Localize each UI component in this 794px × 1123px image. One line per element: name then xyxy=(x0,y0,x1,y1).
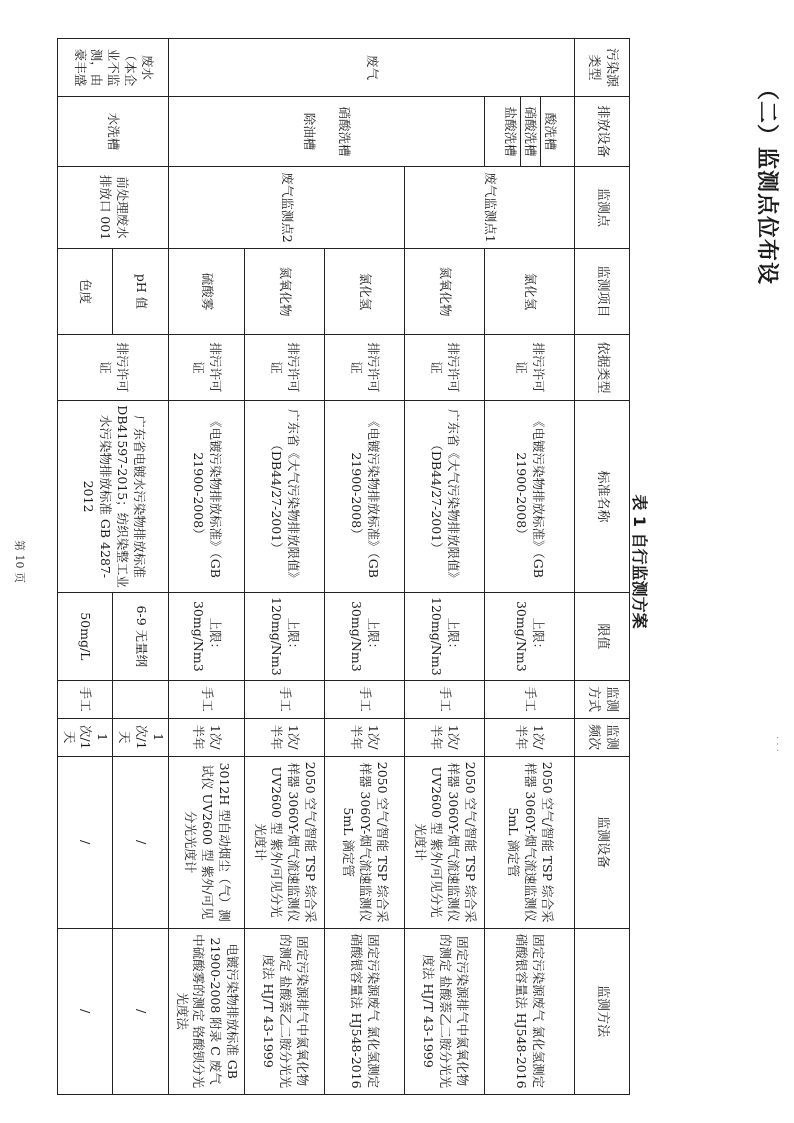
standard-cell: 广东省《大气污染物排放限值》（DB44/27-2001） xyxy=(245,401,325,593)
limit-cell: 上限：120mg/Nm3 xyxy=(245,593,325,681)
outlet-cell xyxy=(169,97,485,167)
standard-cell: 《电镀污染物排放标准》（GB 21900-2008） xyxy=(485,401,575,593)
limit-cell: 50mg/L xyxy=(57,593,113,681)
col-header: 监测设备 xyxy=(575,756,630,928)
col-header: 污染源类型 xyxy=(575,39,630,97)
frequency-cell: 1次/半年 xyxy=(245,718,325,756)
basis-cell: 排污许可证 xyxy=(245,335,325,401)
col-header: 监测方法 xyxy=(575,928,630,1094)
limit-cell: 上限：30mg/Nm3 xyxy=(485,593,575,681)
method-cell: / xyxy=(113,928,169,1094)
standard-cell: 《电镀污染物排放标准》（GB 21900-2008） xyxy=(169,401,245,593)
section-heading: （二）监测点位布设 xyxy=(754,78,779,286)
outlet-label: 盐酸洗槽 xyxy=(501,97,521,166)
basis-cell: 排污许可证 xyxy=(485,335,575,401)
method-cell: 固定污染源排气中氮氧化物的测定 盐酸萘乙二胺分光光度法 HJ/T 43-1999 xyxy=(405,928,485,1094)
equipment-cell: 2050 空气/智能 TSP 综合采样器 3060Y-烟气流速监测仪 UV2600 型 紫外/可见分光光度计 xyxy=(405,756,485,928)
table-row xyxy=(113,39,169,1095)
monitoring-plan-table xyxy=(57,38,630,1095)
frequency-cell: 1次/半年 xyxy=(325,718,405,756)
col-header: 监测项目 xyxy=(575,249,630,335)
source-cell: 废气 xyxy=(169,39,575,97)
point-cell: 废气监测点2 xyxy=(169,167,405,249)
frequency-cell: 1次/半年 xyxy=(485,718,575,756)
basis-cell: 排污许可证 xyxy=(169,335,245,401)
col-header: 限值 xyxy=(575,593,630,681)
equipment-cell: 2050 空气/智能 TSP 综合采样器 3060Y-烟气流速监测仪 UV2600 型 紫外/可见分光光度计 xyxy=(245,756,325,928)
item-cell: 硫酸雾 xyxy=(169,249,245,335)
frequency-cell: 1次/半年 xyxy=(169,718,245,756)
limit-cell: 上限：30mg/Nm3 xyxy=(325,593,405,681)
frequency-cell: 1次/半年 xyxy=(405,718,485,756)
item-cell: pH 值 xyxy=(113,249,169,335)
mode-cell: 手工 xyxy=(485,680,575,718)
mode-cell: 手工 xyxy=(325,680,405,718)
margin-mark: · · · xyxy=(771,736,782,752)
method-cell: 固定污染源废气 氯化氢测定 硝酸银容量法 HJ548-2016 xyxy=(485,928,575,1094)
standard-cell: 《电镀污染物排放标准》（GB 21900-2008） xyxy=(325,401,405,593)
col-header: 依据类型 xyxy=(575,335,630,401)
header-row xyxy=(575,39,630,1095)
method-cell: 电镀污染物排放标准 GB 21900-2008 附录 C 废气中硫酸雾的测定 铬酸钡分光光度法 xyxy=(169,928,245,1094)
method-cell: / xyxy=(57,928,113,1094)
frequency-cell: 1次/1天 xyxy=(57,718,113,756)
method-cell: 固定污染源排气中氮氧化物的测定 盐酸萘乙二胺分光光度法 HJ/T 43-1999 xyxy=(245,928,325,1094)
equipment-cell: 3012H 型自动烟尘（气）测试仪 UV2600 型 紫外/可见分光光度计 xyxy=(169,756,245,928)
page-number: 第 10 页 xyxy=(13,540,26,583)
item-cell: 氯化氢 xyxy=(325,249,405,335)
outlet-cell xyxy=(485,97,575,167)
basis-cell: 排污许可证 xyxy=(405,335,485,401)
standard-cell: 广东省电镀水污染物排放标准 DB41597-2015；纺织染整工业水污染物排放标准 GB 4287-2012 xyxy=(57,401,168,593)
col-header: 监测频次 xyxy=(575,718,630,756)
outlet-label: 硝酸洗槽 xyxy=(337,106,353,157)
mode-cell: 手工 xyxy=(169,680,245,718)
limit-cell: 6-9 无量纲 xyxy=(113,593,169,681)
col-header: 标准名称 xyxy=(575,401,630,593)
col-header: 监测方式 xyxy=(575,680,630,718)
method-cell: 固定污染源废气 氯化氢测定 硝酸银容量法 HJ548-2016 xyxy=(325,928,405,1094)
equipment-cell: 2050 空气/智能 TSP 综合采样器 3060Y-烟气流速监测仪 5mL 滴定管 xyxy=(485,756,575,928)
outlet-label: 硝酸洗槽 xyxy=(521,97,541,166)
point-cell: 前处理废水排放口 001 xyxy=(57,167,168,249)
item-cell: 氮氧化物 xyxy=(405,249,485,335)
equipment-cell: / xyxy=(57,756,113,928)
table-caption: 表 1 自行监测方案 xyxy=(630,494,649,629)
col-header: 监测点 xyxy=(575,167,630,249)
limit-cell: 上限：30mg/Nm3 xyxy=(169,593,245,681)
frequency-cell: 1次/1天 xyxy=(113,718,169,756)
outlet-label: 酸洗槽 xyxy=(542,112,558,151)
mode-cell: 手工 xyxy=(405,680,485,718)
outlet-cell: 水洗槽 xyxy=(57,97,168,167)
point-cell: 废气监测点1 xyxy=(405,167,575,249)
mode-cell: 手工 xyxy=(245,680,325,718)
basis-cell: 排污许可证 xyxy=(325,335,405,401)
equipment-cell: / xyxy=(113,756,169,928)
limit-cell: 上限：120mg/Nm3 xyxy=(405,593,485,681)
equipment-cell: 2050 空气/智能 TSP 综合采样器 3060Y-烟气流速监测仪 5mL 滴定管 xyxy=(325,756,405,928)
basis-cell: 排污许可证 xyxy=(57,335,168,401)
col-header: 排放设备 xyxy=(575,97,630,167)
item-cell: 氮氧化物 xyxy=(245,249,325,335)
mode-cell xyxy=(113,680,169,718)
source-cell: 废水（本企业不监测，由豪丰盛 xyxy=(57,39,168,97)
item-cell: 色度 xyxy=(57,249,113,335)
mode-cell: 手工 xyxy=(57,680,113,718)
outlet-label: 除油槽 xyxy=(302,112,318,151)
table-row xyxy=(325,39,405,1095)
standard-cell: 广东省《大气污染物排放限值》（DB44/27-2001） xyxy=(405,401,485,593)
table-row xyxy=(485,39,575,1095)
item-cell: 氯化氢 xyxy=(485,249,575,335)
